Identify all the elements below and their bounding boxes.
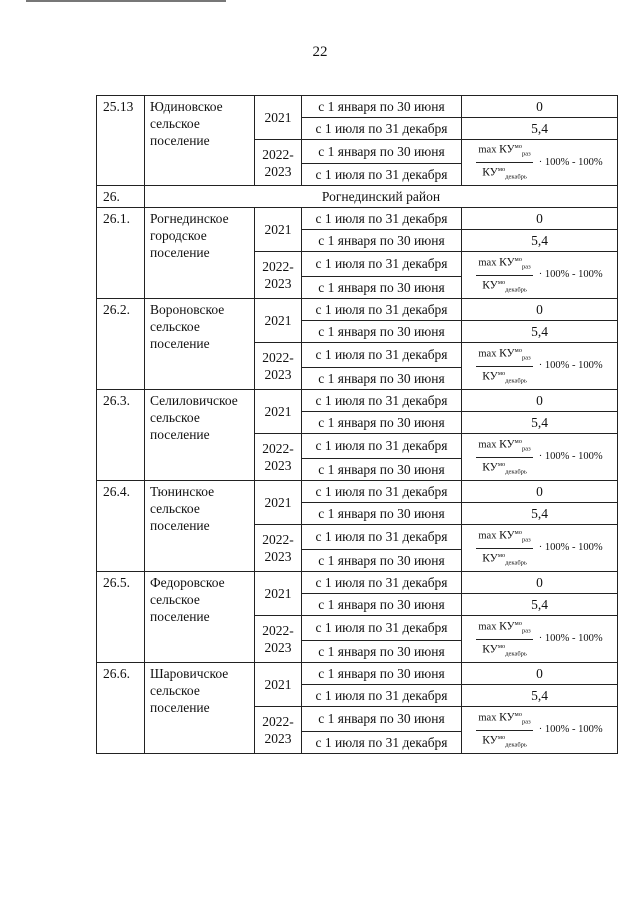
formula-denominator: $КУ^{мо}_{декабрь}$ xyxy=(482,166,527,181)
formula-denominator: $КУ^{мо}_{декабрь}$ xyxy=(482,733,527,749)
table-body xyxy=(97,96,618,754)
period-cell: с 1 января по 30 июня xyxy=(302,503,462,525)
formula-numerator: $\max КУ^{мо}_{раз}$ xyxy=(476,141,532,163)
period-cell: с 1 июля по 31 декабря xyxy=(302,572,462,594)
formula-fraction xyxy=(476,436,532,478)
period-cell: с 1 января по 30 июня xyxy=(302,140,462,164)
formula-tail: · 100% - 100% xyxy=(538,360,603,371)
table-row xyxy=(97,663,618,685)
year-cell: 2021 xyxy=(255,96,302,140)
year-cell: 2022-2023 xyxy=(255,707,302,754)
row-number: 26.5. xyxy=(97,572,145,663)
settlement-name: Селиловичское сельское поселение xyxy=(145,390,255,481)
period-cell: с 1 июля по 31 декабря xyxy=(302,685,462,707)
formula xyxy=(464,254,615,296)
year-cell: 2022-2023 xyxy=(255,252,302,299)
value-cell: 0 xyxy=(462,299,618,321)
period-cell: с 1 января по 30 июня xyxy=(302,230,462,252)
formula-denominator: $КУ^{мо}_{декабрь}$ xyxy=(482,551,527,567)
value-cell: 5,4 xyxy=(462,594,618,616)
table-row xyxy=(97,299,618,321)
value-cell: 5,4 xyxy=(462,412,618,434)
formula-tail: · 100% - 100% xyxy=(538,633,603,644)
formula-numerator: $\max КУ^{мо}_{раз}$ xyxy=(476,436,532,458)
formula xyxy=(464,345,615,387)
period-cell: с 1 января по 30 июня xyxy=(302,96,462,118)
period-cell: с 1 июля по 31 декабря xyxy=(302,732,462,754)
period-cell: с 1 июля по 31 декабря xyxy=(302,299,462,321)
formula-fraction xyxy=(476,618,532,660)
formula-tail: · 100% - 100% xyxy=(538,451,603,462)
formula-cell xyxy=(462,252,618,299)
period-cell: с 1 июля по 31 декабря xyxy=(302,525,462,550)
row-number: 25.13 xyxy=(97,96,145,186)
year-cell: 2022-2023 xyxy=(255,343,302,390)
formula-fraction xyxy=(476,345,532,387)
value-cell: 0 xyxy=(462,390,618,412)
formula-cell xyxy=(462,434,618,481)
formula-cell xyxy=(462,343,618,390)
table-row xyxy=(97,572,618,594)
row-number: 26.4. xyxy=(97,481,145,572)
value-cell: 0 xyxy=(462,96,618,118)
settlement-name: Шаровичское сельское поселение xyxy=(145,663,255,754)
period-cell: с 1 июля по 31 декабря xyxy=(302,481,462,503)
row-number: 26. xyxy=(97,186,145,208)
formula-cell xyxy=(462,140,618,186)
formula-numerator: $\max КУ^{мо}_{раз}$ xyxy=(476,709,532,731)
table-row xyxy=(97,390,618,412)
tariff-table xyxy=(96,95,618,754)
region-row xyxy=(97,186,618,208)
top-rule xyxy=(26,0,226,2)
formula-cell xyxy=(462,616,618,663)
row-number: 26.2. xyxy=(97,299,145,390)
row-number: 26.3. xyxy=(97,390,145,481)
period-cell: с 1 июля по 31 декабря xyxy=(302,118,462,140)
value-cell: 5,4 xyxy=(462,118,618,140)
page-number: 22 xyxy=(312,44,328,60)
period-cell: с 1 июля по 31 декабря xyxy=(302,390,462,412)
year-cell: 2021 xyxy=(255,481,302,525)
formula xyxy=(464,709,615,751)
year-cell: 2021 xyxy=(255,208,302,252)
table-row xyxy=(97,481,618,503)
formula-fraction xyxy=(476,527,532,569)
period-cell: с 1 июля по 31 декабря xyxy=(302,434,462,459)
value-cell: 0 xyxy=(462,663,618,685)
period-cell: с 1 января по 30 июня xyxy=(302,459,462,481)
formula xyxy=(464,527,615,569)
formula-fraction xyxy=(476,254,532,296)
region-name: Рогнединский район xyxy=(145,186,618,208)
period-cell: с 1 января по 30 июня xyxy=(302,663,462,685)
formula-denominator: $КУ^{мо}_{декабрь}$ xyxy=(482,278,527,294)
formula-denominator: $КУ^{мо}_{декабрь}$ xyxy=(482,642,527,658)
value-cell: 0 xyxy=(462,572,618,594)
period-cell: с 1 января по 30 июня xyxy=(302,321,462,343)
year-cell: 2021 xyxy=(255,299,302,343)
value-cell: 5,4 xyxy=(462,321,618,343)
value-cell: 0 xyxy=(462,481,618,503)
year-cell: 2021 xyxy=(255,572,302,616)
period-cell: с 1 января по 30 июня xyxy=(302,412,462,434)
formula-numerator: $\max КУ^{мо}_{раз}$ xyxy=(476,345,532,367)
formula xyxy=(464,436,615,478)
row-number: 26.6. xyxy=(97,663,145,754)
value-cell: 5,4 xyxy=(462,503,618,525)
year-cell: 2022-2023 xyxy=(255,140,302,186)
period-cell: с 1 января по 30 июня xyxy=(302,368,462,390)
period-cell: с 1 января по 30 июня xyxy=(302,707,462,732)
value-cell: 5,4 xyxy=(462,230,618,252)
formula-fraction xyxy=(476,141,532,183)
year-cell: 2021 xyxy=(255,663,302,707)
formula-cell xyxy=(462,525,618,572)
formula-fraction xyxy=(476,709,532,751)
settlement-name: Федоровское сельское поселение xyxy=(145,572,255,663)
settlement-name: Рогнединское городское поселение xyxy=(145,208,255,299)
formula-denominator: $КУ^{мо}_{декабрь}$ xyxy=(482,369,527,385)
formula-numerator: $\max КУ^{мо}_{раз}$ xyxy=(476,618,532,640)
formula-numerator: $\max КУ^{мо}_{раз}$ xyxy=(476,254,532,276)
settlement-name: Тюнинское сельское поселение xyxy=(145,481,255,572)
formula-denominator: $КУ^{мо}_{декабрь}$ xyxy=(482,460,527,476)
year-cell: 2022-2023 xyxy=(255,616,302,663)
value-cell: 5,4 xyxy=(462,685,618,707)
table-row xyxy=(97,96,618,118)
period-cell: с 1 января по 30 июня xyxy=(302,550,462,572)
formula-tail: · 100% - 100% xyxy=(538,542,603,553)
formula-tail: · 100% - 100% xyxy=(538,269,603,280)
period-cell: с 1 января по 30 июня xyxy=(302,277,462,299)
row-number: 26.1. xyxy=(97,208,145,299)
formula xyxy=(464,141,615,183)
period-cell: с 1 июля по 31 декабря xyxy=(302,343,462,368)
year-cell: 2022-2023 xyxy=(255,434,302,481)
period-cell: с 1 июля по 31 декабря xyxy=(302,252,462,277)
period-cell: с 1 июля по 31 декабря xyxy=(302,616,462,641)
settlement-name: Вороновское сельское поселение xyxy=(145,299,255,390)
year-cell: 2021 xyxy=(255,390,302,434)
formula-numerator: $\max КУ^{мо}_{раз}$ xyxy=(476,527,532,549)
year-cell: 2022-2023 xyxy=(255,525,302,572)
formula-tail: · 100% - 100% xyxy=(538,724,603,735)
value-cell: 0 xyxy=(462,208,618,230)
formula-tail: · 100% - 100% xyxy=(538,156,603,168)
period-cell: с 1 июля по 31 декабря xyxy=(302,208,462,230)
table-row xyxy=(97,208,618,230)
formula xyxy=(464,618,615,660)
period-cell: с 1 января по 30 июня xyxy=(302,594,462,616)
settlement-name: Юдиновское сельское поселение xyxy=(145,96,255,186)
formula-cell xyxy=(462,707,618,754)
period-cell: с 1 января по 30 июня xyxy=(302,641,462,663)
period-cell: с 1 июля по 31 декабря xyxy=(302,164,462,186)
